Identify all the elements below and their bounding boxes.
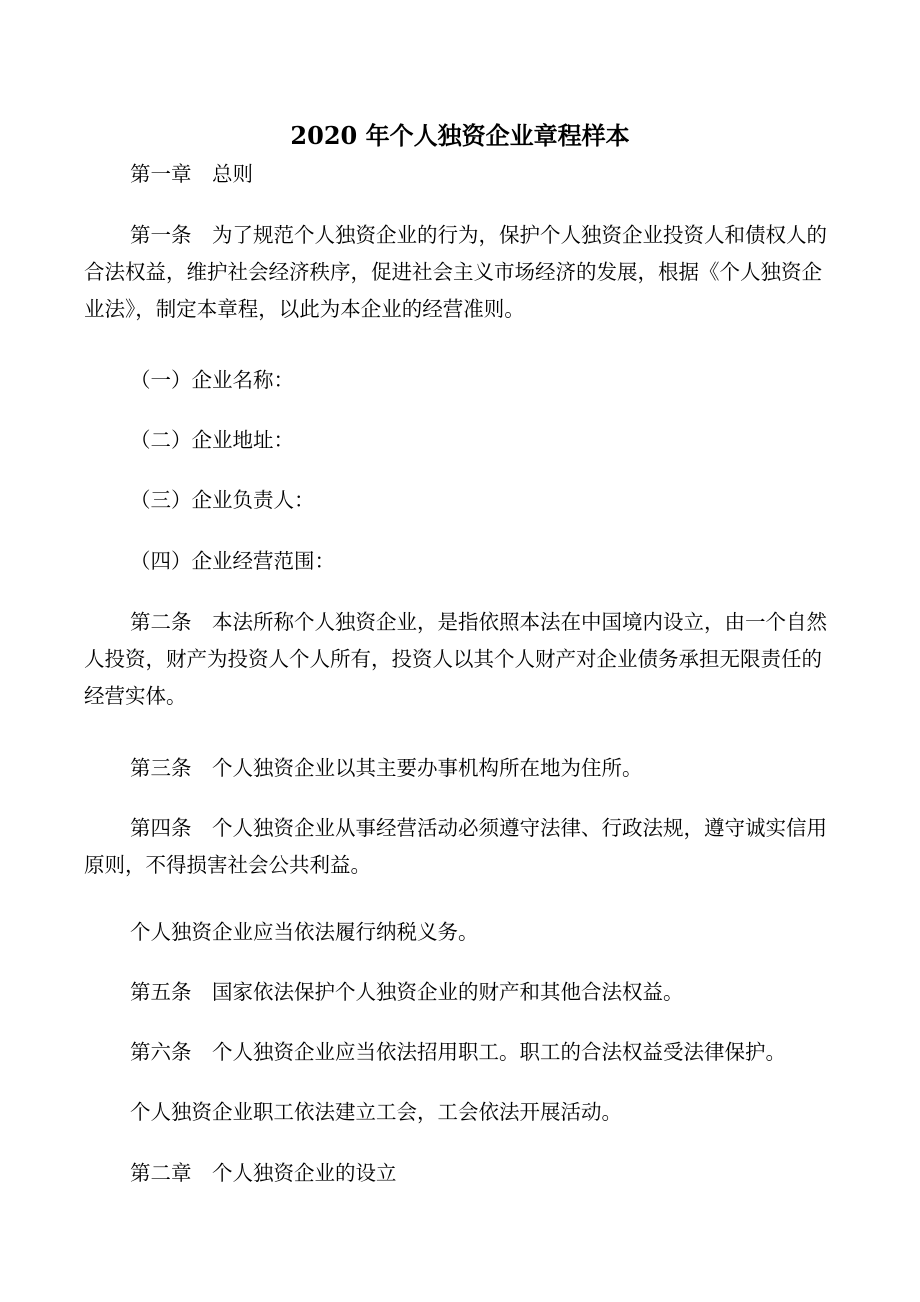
document-title: 2020 年个人独资企业章程样本	[290, 121, 630, 150]
list-item-enterprise-name: （一）企业名称：	[130, 368, 294, 392]
article-6: 第六条 个人独资企业应当依法招用职工。职工的合法权益受法律保护。	[130, 1040, 786, 1064]
list-item-business-scope: （四）企业经营范围：	[130, 549, 335, 573]
article-5: 第五条 国家依法保护个人独资企业的财产和其他合法权益。	[130, 980, 684, 1004]
article-6-paragraph-2: 个人独资企业职工依法建立工会，工会依法开展活动。	[130, 1100, 622, 1124]
article-2: 第二条 本法所称个人独资企业，是指依照本法在中国境内设立，由一个自然人投资，财产为投资人个人所有，投资人以其个人财产对企业债务承担无限责任的经营实体。	[84, 610, 827, 708]
chapter-2-heading: 第二章 个人独资企业的设立	[130, 1161, 397, 1185]
list-item-enterprise-head: （三）企业负责人：	[130, 488, 315, 512]
list-item-enterprise-address: （二）企业地址：	[130, 428, 294, 452]
chapter-1-heading: 第一章 总则	[130, 162, 253, 186]
article-1: 第一条 为了规范个人独资企业的行为，保护个人独资企业投资人和债权人的合法权益，维护社会经济秩序，促进社会主义市场经济的发展，根据《个人独资企业法》，制定本章程，以此为本企业的经营准则。	[84, 223, 827, 321]
article-3: 第三条 个人独资企业以其主要办事机构所在地为住所。	[130, 756, 643, 780]
article-4-paragraph-2: 个人独资企业应当依法履行纳税义务。	[130, 920, 479, 944]
article-4: 第四条 个人独资企业从事经营活动必须遵守法律、行政法规，遵守诚实信用原则，不得损害社会公共利益。	[84, 816, 827, 877]
